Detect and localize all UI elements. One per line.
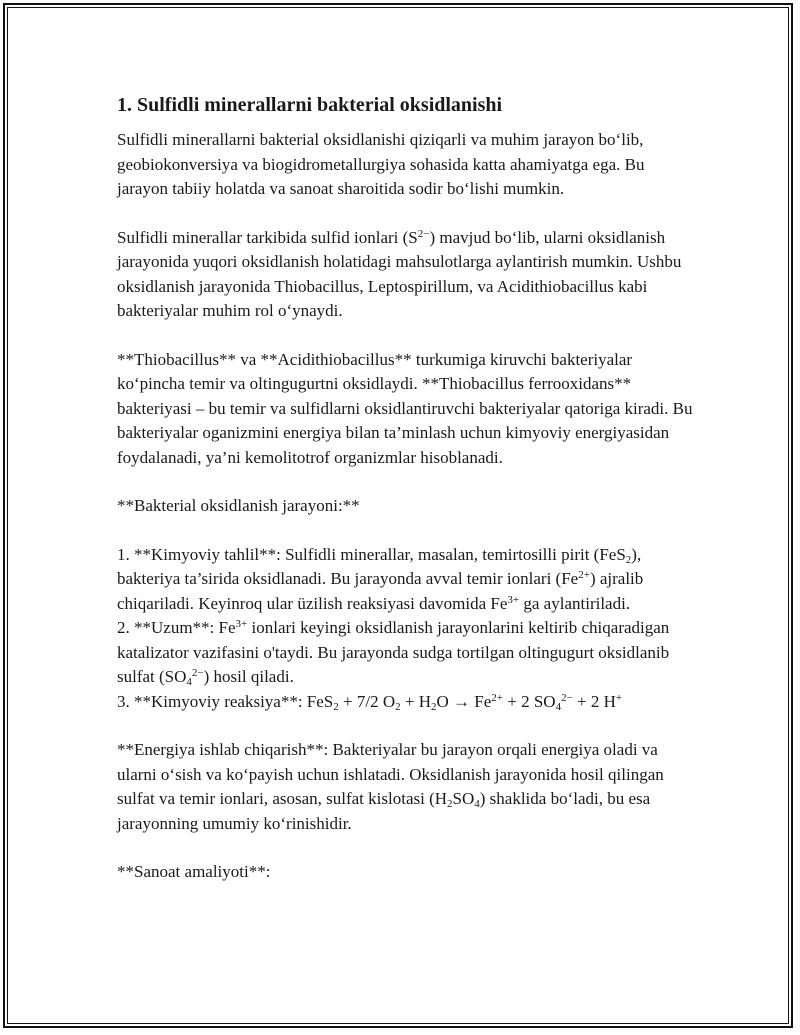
- subscript: 4: [555, 700, 562, 713]
- text: O → Fe: [436, 691, 492, 711]
- list-item-2: [117, 616, 697, 690]
- superscript: 2+: [491, 691, 503, 704]
- subscript: 2: [447, 798, 453, 810]
- paragraph-industry-heading: **Sanoat amaliyoti**:: [117, 862, 271, 881]
- text: ) shaklida bo‘ladi, bu esa jarayonning umumiy ko‘rinishidir.: [117, 789, 651, 833]
- document-body: [117, 91, 697, 909]
- superscript: 2+: [578, 569, 590, 581]
- section-heading: 1. Sulfidli minerallarni bakterial oksidlanishi: [117, 94, 503, 116]
- superscript: 2−: [561, 691, 573, 704]
- text: ), bakteriya ta’sirida oksidlanadi. Bu jarayonda avval temir ionlari (Fe: [117, 544, 642, 588]
- paragraph-bacteria: **Thiobacillus** va **Acidithiobacillus** turkumiga kiruvchi bakteriyalar ko‘pincha temir va oltingugurtni oksidlaydi. **Thiobacillus ferrooxidans** bakteriyasi – bu temir va sulfidlarni oksidlantiruvchi bakteriyalar qatoriga kiradi. Bu bakteriyalar oganizmini energiya bilan ta’minlash uchun kimyoviy energiyasidan foydalanadi, ya’ni kemolitotrof organizmlar hisoblanadi.: [117, 349, 693, 467]
- subscript: 2: [625, 553, 632, 566]
- paragraph-intro: Sulfidli minerallarni bakterial oksidlanishi qiziqarli va muhim jarayon bo‘lib, geobiokonversiya va biogidrometallurgiya sohasida katta ahamiyatga ega. Bu jarayon tabiiy holatda va sanoat sharoitida sodir bo‘lishi mumkin.: [117, 130, 645, 198]
- subscript: 4: [474, 798, 480, 810]
- subscript: 2: [395, 700, 401, 713]
- text: ) mavjud bo‘lib, ularni oksidlanish jarayonida yuqori oksidlanish holatidagi mahsulotlarga aylantirish mumkin. Ushbu oksidlanish jarayonida Thiobacillus, Leptospirillum, va Acidithiobacillus kabi bakteriyalar muhim rol o‘ynaydi.: [117, 227, 682, 320]
- text: SO: [452, 789, 475, 808]
- superscript: 3+: [507, 593, 520, 606]
- text: ga aylantiriladi.: [519, 593, 631, 613]
- text: ionlari keyingi oksidlanish jarayonlarini keltirib chiqaradigan katalizator vazifasini o'taydi. Bu jarayonda sudga tortilgan oltingugurt oksidlanib sulfat (SO: [117, 618, 670, 686]
- text: 3. **Kimyoviy reaksiya**: FeS: [117, 691, 334, 711]
- superscript: 3+: [235, 618, 248, 630]
- text: **Energiya ishlab chiqarish**: Bakteriyalar bu jarayon orqali energiya oladi va ularni o‘sish va ko‘payish uchun ishlatadi. Oksidlanish jarayonida hosil qilingan sulfat va temir ionlari, asosan, sulfat kislotasi (H: [117, 740, 664, 808]
- text: + 2 H: [572, 691, 616, 711]
- paragraph-sulfide-ions: [117, 226, 697, 324]
- text: 1. **Kimyoviy tahlil**: Sulfidli minerallar, masalan, temirtosilli pirit (FeS: [117, 544, 626, 564]
- subscript: 4: [186, 676, 192, 688]
- list-item-1: [117, 543, 697, 617]
- list-item-3: [117, 690, 697, 715]
- superscript: 2−: [191, 667, 204, 679]
- text: + 2 SO: [502, 691, 556, 711]
- paragraph-energy: [117, 738, 697, 836]
- superscript: 2−: [417, 227, 430, 240]
- subscript: 2: [430, 700, 437, 713]
- subscript: 2: [333, 700, 339, 713]
- paragraph-process-heading: **Bakterial oksidlanish jarayoni:**: [117, 496, 360, 515]
- text: 2. **Uzum**: Fe: [117, 618, 236, 637]
- superscript: +: [615, 691, 623, 704]
- text: + H: [400, 691, 431, 711]
- text: ) ajralib chiqariladi. Keyinroq ular üzilish reaksiyasi davomida Fe: [117, 569, 644, 613]
- text: + 7/2 O: [338, 691, 396, 711]
- text: Sulfidli minerallar tarkibida sulfid ionlari (S: [117, 227, 418, 247]
- text: ) hosil qiladi.: [203, 667, 294, 686]
